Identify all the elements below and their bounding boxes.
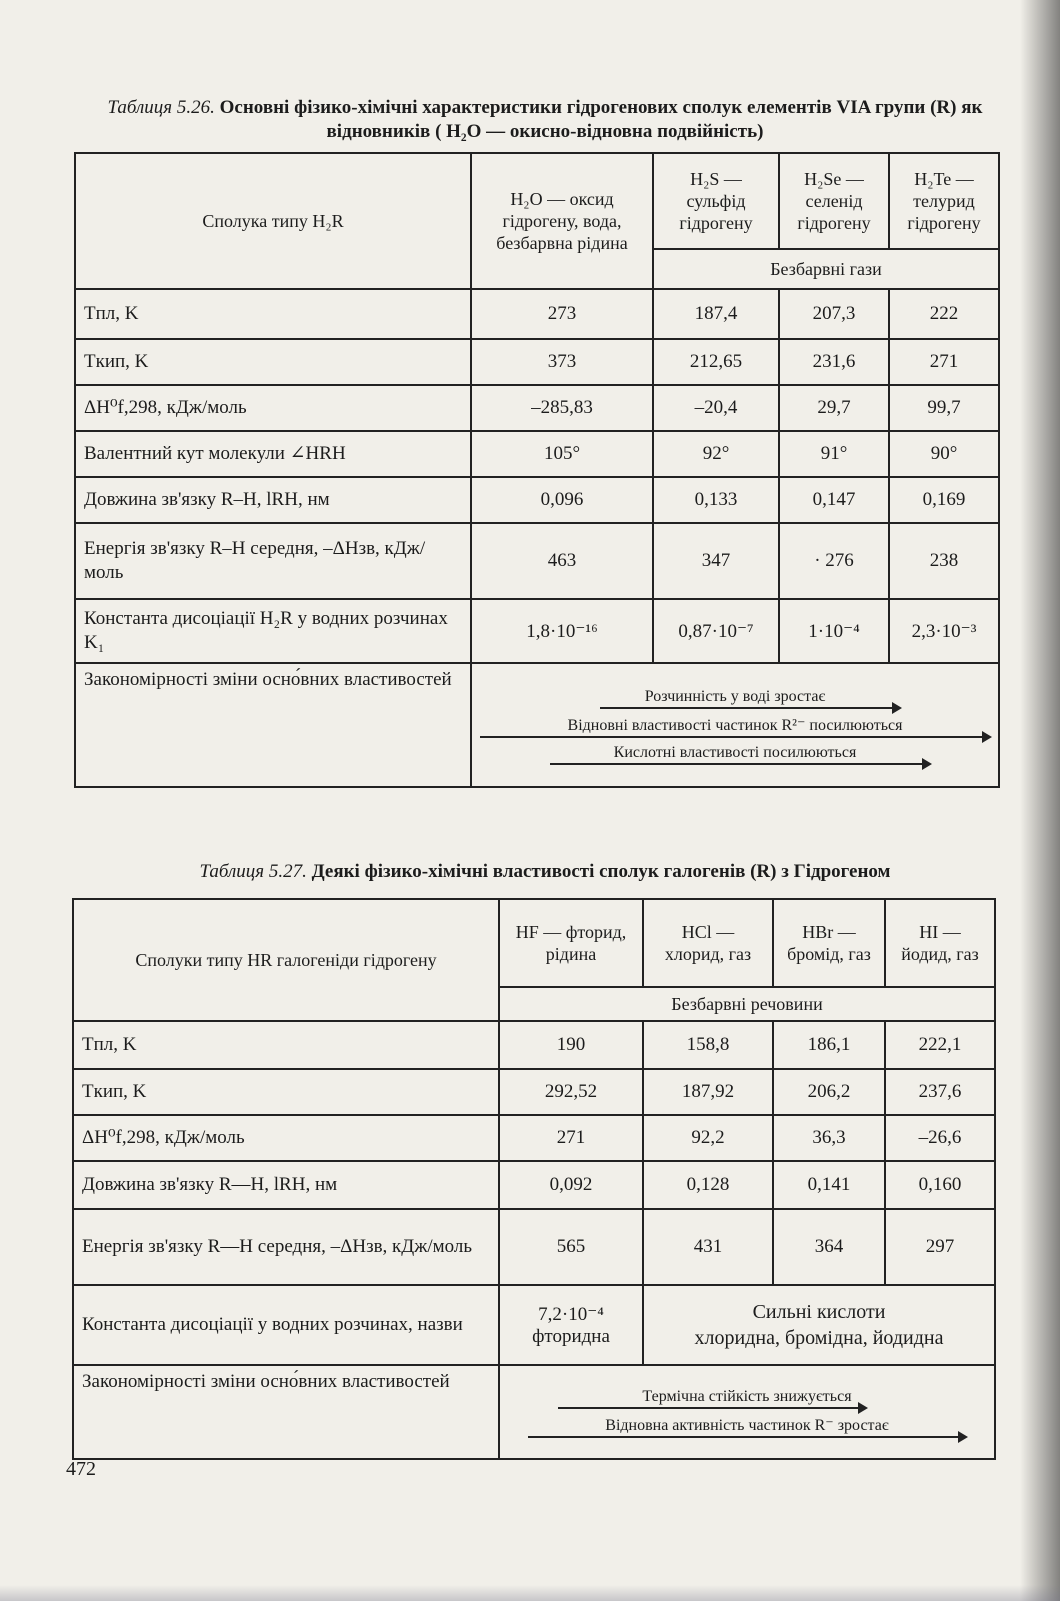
table1-header-h2s: H₂S — сульфід гідрогену bbox=[653, 153, 779, 249]
value-cell: 92° bbox=[653, 431, 779, 477]
value-cell: 206,2 bbox=[773, 1069, 885, 1115]
value-cell: 2,3·10⁻³ bbox=[889, 599, 999, 663]
table-row bbox=[73, 1115, 995, 1161]
property-label: Енергія зв'язку R–H середня, –ΔHзв, кДж/моль bbox=[75, 523, 471, 599]
table-row bbox=[75, 599, 999, 663]
table2 bbox=[72, 898, 996, 1460]
property-label: Tкип, K bbox=[75, 339, 471, 385]
patterns-label: Закономірності зміни осно́вних властивостей bbox=[73, 1365, 499, 1459]
value-cell: 297 bbox=[885, 1209, 995, 1285]
value-cell: 187,92 bbox=[643, 1069, 773, 1115]
table2-header-hi: HI — йодид, газ bbox=[885, 899, 995, 987]
property-label: Константа дисоціації H₂R у водних розчинах K₁ bbox=[75, 599, 471, 663]
value-cell: 0,160 bbox=[885, 1161, 995, 1209]
table1 bbox=[74, 152, 1000, 788]
value-cell: 347 bbox=[653, 523, 779, 599]
property-label: Tпл, K bbox=[75, 289, 471, 339]
table1-caption-label: Таблиця 5.26. bbox=[107, 97, 215, 118]
value-cell: 99,7 bbox=[889, 385, 999, 431]
value-cell: 431 bbox=[643, 1209, 773, 1285]
value-cell: 0,128 bbox=[643, 1161, 773, 1209]
table1-caption bbox=[80, 96, 1010, 144]
value-cell: 212,65 bbox=[653, 339, 779, 385]
trend-arrow bbox=[528, 1436, 966, 1438]
trends-cell bbox=[471, 663, 999, 787]
value-cell: 273 bbox=[471, 289, 653, 339]
value-cell: 565 bbox=[499, 1209, 643, 1285]
page-number: 472 bbox=[66, 1458, 96, 1480]
property-label: Довжина зв'язку R—H, lRH, нм bbox=[73, 1161, 499, 1209]
property-label: Tпл, K bbox=[73, 1021, 499, 1069]
value-cell: 0,096 bbox=[471, 477, 653, 523]
table2-header-compound: Сполуки типу HR галогеніди гідрогену bbox=[73, 899, 499, 1021]
value-cell: 92,2 bbox=[643, 1115, 773, 1161]
value-cell: –20,4 bbox=[653, 385, 779, 431]
property-label: Довжина зв'язку R–H, lRH, нм bbox=[75, 477, 471, 523]
strong-acids-cell bbox=[643, 1285, 995, 1365]
table2-header-hcl: HCl — хлорид, газ bbox=[643, 899, 773, 987]
table-row bbox=[75, 385, 999, 431]
table1-header-h2te: H₂Te — телурид гідрогену bbox=[889, 153, 999, 249]
value-cell: 222 bbox=[889, 289, 999, 339]
trend-arrow bbox=[550, 763, 930, 765]
value-cell: 271 bbox=[499, 1115, 643, 1161]
table2-caption-label: Таблиця 5.27. bbox=[199, 861, 307, 882]
value-cell: · 276 bbox=[779, 523, 889, 599]
value-cell: 463 bbox=[471, 523, 653, 599]
table-row bbox=[75, 431, 999, 477]
trend-arrow bbox=[558, 1407, 866, 1409]
value-cell: 0,147 bbox=[779, 477, 889, 523]
value-cell: 36,3 bbox=[773, 1115, 885, 1161]
table-row bbox=[75, 663, 999, 787]
table-row bbox=[73, 1069, 995, 1115]
table-row bbox=[73, 1161, 995, 1209]
trend-item bbox=[480, 715, 990, 738]
value-cell: 1,8·10⁻¹⁶ bbox=[471, 599, 653, 663]
table1-header-h2se: H₂Se — селенід гідрогену bbox=[779, 153, 889, 249]
value-cell: 105° bbox=[471, 431, 653, 477]
table2-caption bbox=[80, 860, 1010, 884]
trend-text: Розчинність у воді зростає bbox=[644, 687, 826, 705]
table1-caption-title: Основні фізико-хімічні характеристики гідрогенових сполук елементів VIA групи (R) як відновників ( H₂O — окисно-відновна подвійність) bbox=[219, 97, 983, 142]
value-cell: 237,6 bbox=[885, 1069, 995, 1115]
strong-acids-label: Сильні кислоти bbox=[752, 1301, 886, 1323]
property-label: Валентний кут молекули ∠HRH bbox=[75, 431, 471, 477]
hf-constant: 7,2·10⁻⁴ bbox=[538, 1303, 604, 1325]
patterns-label: Закономірності зміни осно́вних властивостей bbox=[75, 663, 471, 787]
value-cell: 187,4 bbox=[653, 289, 779, 339]
value-cell: 1·10⁻⁴ bbox=[779, 599, 889, 663]
strong-acid-names: хлоридна, бромідна, йодидна bbox=[694, 1327, 944, 1349]
trend-arrow bbox=[480, 736, 990, 738]
value-cell: 271 bbox=[889, 339, 999, 385]
trend-item bbox=[508, 1388, 986, 1409]
value-cell: 0,092 bbox=[499, 1161, 643, 1209]
table-row bbox=[75, 339, 999, 385]
table-row bbox=[75, 477, 999, 523]
property-label: ΔH⁰f,298, кДж/моль bbox=[75, 385, 471, 431]
table-row bbox=[75, 289, 999, 339]
value-cell: –26,6 bbox=[885, 1115, 995, 1161]
page-bottom-shadow bbox=[0, 1585, 1060, 1601]
page-edge-shadow bbox=[1020, 0, 1060, 1601]
table-row bbox=[73, 1021, 995, 1069]
value-cell: 0,141 bbox=[773, 1161, 885, 1209]
table1-header-colorless-gases: Безбарвні гази bbox=[653, 249, 999, 289]
value-cell: 207,3 bbox=[779, 289, 889, 339]
value-cell: 158,8 bbox=[643, 1021, 773, 1069]
table2-header-colorless-substances: Безбарвні речовини bbox=[499, 987, 995, 1021]
value-cell: 0,87·10⁻⁷ bbox=[653, 599, 779, 663]
property-label: ΔH⁰f,298, кДж/моль bbox=[73, 1115, 499, 1161]
value-cell: –285,83 bbox=[471, 385, 653, 431]
trend-text: Кислотні властивості посилюються bbox=[613, 743, 857, 761]
value-cell: 90° bbox=[889, 431, 999, 477]
dissociation-label: Константа дисоціації у водних розчинах, назви bbox=[73, 1285, 499, 1365]
value-cell: 292,52 bbox=[499, 1069, 643, 1115]
table2-header-hbr: HBr — бромід, газ bbox=[773, 899, 885, 987]
table-row bbox=[73, 1365, 995, 1459]
trends-cell bbox=[499, 1365, 995, 1459]
trend-item bbox=[480, 744, 990, 765]
value-cell: 190 bbox=[499, 1021, 643, 1069]
table1-header-h2o: H₂O — оксид гідрогену, вода, безбарвна рідина bbox=[471, 153, 653, 289]
table2-caption-title: Деякі фізико-хімічні властивості сполук галогенів (R) з Гідрогеном bbox=[311, 861, 891, 882]
trend-item bbox=[480, 688, 990, 709]
table-row bbox=[75, 523, 999, 599]
value-cell: 373 bbox=[471, 339, 653, 385]
value-cell: 186,1 bbox=[773, 1021, 885, 1069]
table1-header-compound: Сполука типу H₂R bbox=[75, 153, 471, 289]
table-row bbox=[73, 1209, 995, 1285]
trend-text: Відновні властивості частинок R²⁻ посилюються bbox=[567, 716, 903, 734]
value-cell: 231,6 bbox=[779, 339, 889, 385]
trend-item bbox=[508, 1415, 986, 1438]
trend-text: Відновна активність частинок R⁻ зростає bbox=[605, 1417, 889, 1434]
trend-text: Термічна стійкість знижується bbox=[642, 1388, 852, 1405]
value-cell: 91° bbox=[779, 431, 889, 477]
value-cell: 29,7 bbox=[779, 385, 889, 431]
hf-dissociation-cell bbox=[499, 1285, 643, 1365]
table-row bbox=[73, 1285, 995, 1365]
value-cell: 0,133 bbox=[653, 477, 779, 523]
value-cell: 222,1 bbox=[885, 1021, 995, 1069]
value-cell: 364 bbox=[773, 1209, 885, 1285]
hf-acid-name: фторидна bbox=[532, 1325, 610, 1347]
property-label: Tкип, K bbox=[73, 1069, 499, 1115]
property-label: Енергія зв'язку R—H середня, –ΔHзв, кДж/моль bbox=[73, 1209, 499, 1285]
value-cell: 238 bbox=[889, 523, 999, 599]
table2-header-hf: HF — фторид, рідина bbox=[499, 899, 643, 987]
trend-arrow bbox=[600, 707, 900, 709]
value-cell: 0,169 bbox=[889, 477, 999, 523]
